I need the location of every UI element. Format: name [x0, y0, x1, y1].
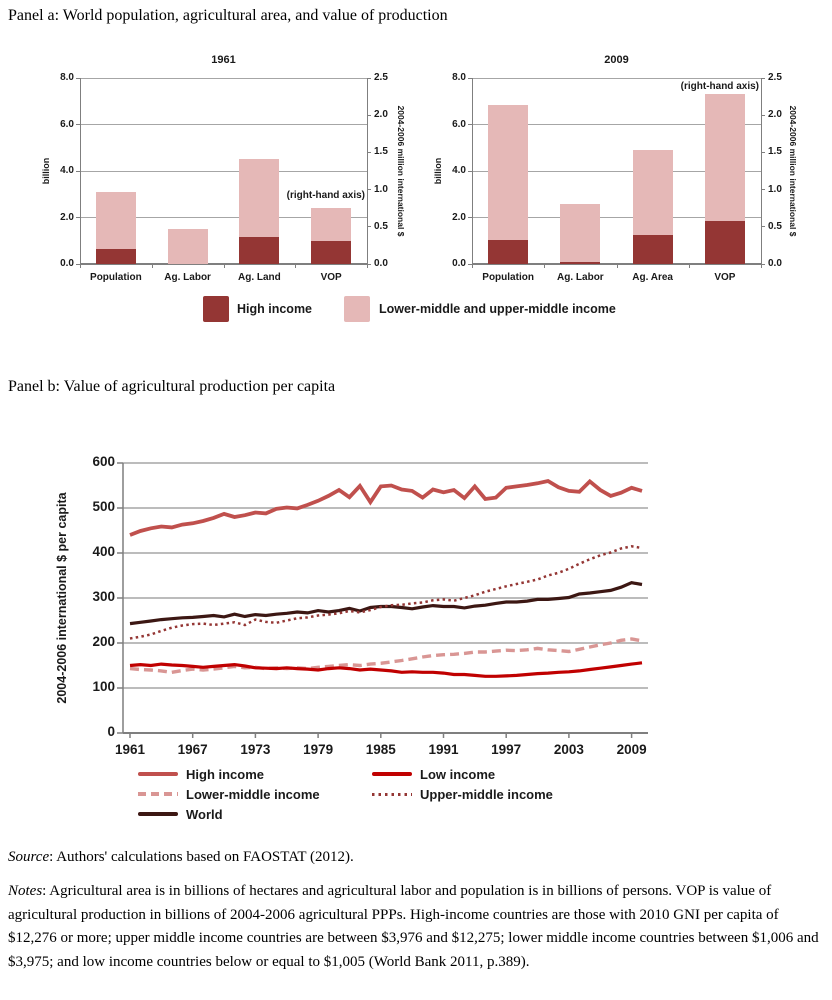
category-label: VOP — [714, 272, 736, 283]
y-axis-tick-label: 300 — [92, 589, 115, 604]
category-label: Ag. Area — [632, 272, 673, 283]
chart-title: 1961 — [211, 54, 236, 66]
right-axis-tick-label: 0.5 — [768, 220, 782, 232]
y-axis-tick-label: 500 — [92, 499, 115, 514]
x-axis-tick-label: 1967 — [177, 742, 208, 757]
chart-title: 2009 — [604, 54, 629, 66]
notes-text: : Agricultural area is in billions of hectares and agricultural labor and population is in billions of persons. VOP is value of agricultural production in billions of 2004-2006 agricultural PPPs. High-income countries are those with 2010 GNI per capita of $12,276 or more; upper middle income countries are between $3,976 and $12,275; lower middle income countries between $1,006 and $3,975; and low income countries below or equal to $1,005 (World Bank 2011, p.389). — [8, 883, 819, 970]
left-axis-title: billion — [41, 157, 51, 185]
legend-label: High income — [237, 302, 313, 316]
right-axis-tick-label: 2.5 — [374, 72, 388, 83]
category-label: VOP — [320, 272, 342, 283]
legend-line-sample-solid — [372, 772, 412, 776]
legend-label: High income — [186, 767, 265, 782]
source-label: Source — [8, 849, 50, 865]
notes-label: Notes — [8, 883, 43, 899]
x-axis-tick-label: 1961 — [114, 742, 146, 757]
x-axis-tick-label: 1991 — [428, 742, 459, 757]
left-axis-tick-label: 0.0 — [452, 258, 466, 269]
left-axis-tick-label: 0.0 — [60, 258, 74, 269]
panel-a-title: Panel a: World population, agricultural area, and value of production — [8, 7, 448, 24]
y-axis-tick-label: 600 — [92, 454, 115, 469]
panel-b-title: Panel b: Value of agricultural production per capita — [8, 378, 336, 395]
left-axis-tick-label: 8.0 — [452, 72, 466, 83]
category-label: Population — [90, 272, 142, 283]
legend-line-sample-solid — [138, 772, 178, 776]
x-axis-tick-label: 1979 — [303, 742, 334, 757]
right-axis-tick-label: 1.5 — [374, 146, 388, 158]
legend-label: Lower-middle income — [186, 787, 320, 802]
legend-label: Lower-middle and upper-middle income — [379, 302, 616, 316]
category-label: Ag. Labor — [164, 272, 211, 283]
x-axis-tick-label: 1997 — [491, 742, 522, 757]
legend-line-sample-dashed — [138, 792, 178, 796]
category-label: Ag. Land — [237, 272, 281, 283]
right-axis-tick-label: 2.0 — [374, 109, 388, 121]
category-label: Population — [482, 272, 534, 283]
left-axis-tick-label: 8.0 — [60, 72, 74, 83]
right-axis-tick-label: 2.0 — [768, 109, 782, 121]
right-axis-tick-label: 2.5 — [768, 72, 782, 83]
left-axis-tick-label: 6.0 — [60, 118, 74, 130]
left-axis-tick-label: 4.0 — [60, 165, 74, 176]
y-axis-title: 2004-2006 international $ per capita — [55, 492, 69, 704]
right-axis-tick-label: 0.0 — [768, 258, 782, 269]
y-axis-tick-label: 0 — [107, 724, 115, 739]
right-axis-tick-label: 0.0 — [374, 258, 388, 269]
left-axis-tick-label: 4.0 — [452, 165, 466, 176]
y-axis-tick-label: 400 — [92, 544, 115, 559]
source-text: : Authors' calculations based on FAOSTAT (2012). — [49, 849, 354, 865]
x-axis-tick-label: 1973 — [240, 742, 271, 757]
legend-label: Low income — [420, 767, 496, 782]
y-axis-tick-label: 100 — [92, 679, 115, 694]
right-hand-axis-annotation: (right-hand axis) — [680, 81, 759, 92]
x-axis-tick-label: 1985 — [365, 742, 396, 757]
legend-label: Upper-middle income — [420, 787, 553, 802]
x-axis-tick-label: 2003 — [553, 742, 584, 757]
category-label: Ag. Labor — [557, 272, 604, 283]
x-axis-tick-label: 2009 — [616, 742, 647, 757]
left-axis-tick-label: 2.0 — [452, 211, 466, 223]
legend-line-sample-solid — [138, 812, 178, 816]
right-axis-tick-label: 0.5 — [374, 220, 388, 232]
source-line — [8, 846, 826, 870]
right-axis-title: 2004-2006 million international $ — [788, 105, 798, 237]
left-axis-tick-label: 2.0 — [60, 211, 74, 223]
right-axis-tick-label: 1.0 — [374, 183, 388, 195]
right-hand-axis-annotation: (right-hand axis) — [286, 190, 365, 201]
right-axis-tick-label: 1.0 — [768, 183, 782, 195]
right-axis-tick-label: 1.5 — [768, 146, 782, 158]
notes-paragraph — [8, 880, 826, 974]
legend-line-sample-dotted — [372, 793, 412, 796]
right-axis-title: 2004-2006 million international $ — [396, 105, 406, 237]
left-axis-title: billion — [433, 157, 443, 185]
legend-label: World — [186, 807, 223, 822]
y-axis-tick-label: 200 — [92, 634, 115, 649]
left-axis-tick-label: 6.0 — [452, 118, 466, 130]
